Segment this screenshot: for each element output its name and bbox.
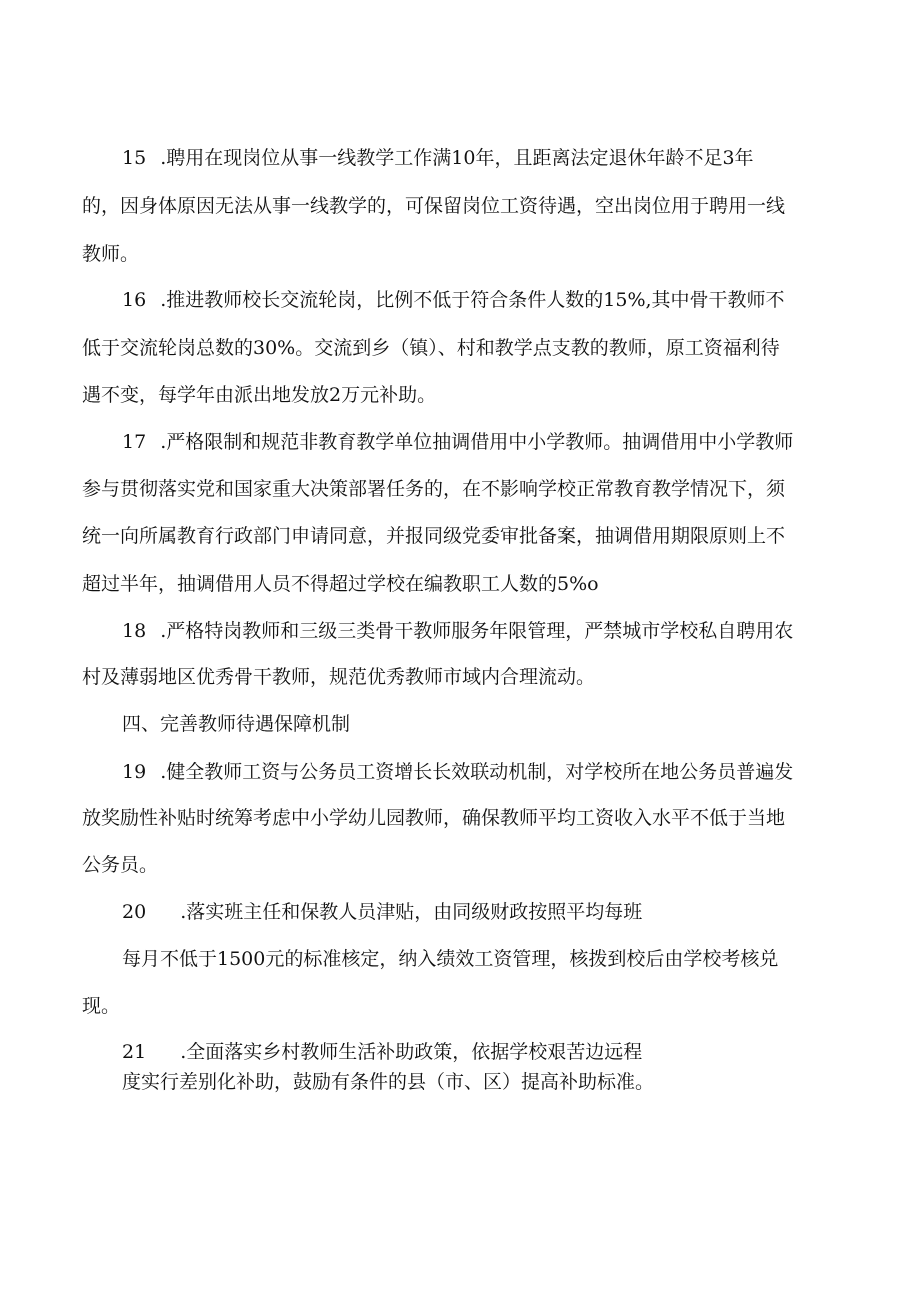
- paragraph-19-line-3: 公务员。: [82, 854, 159, 876]
- paragraph-20-line-2: 每月不低于1500元的标准核定，纳入绩效工资管理，核拨到校后由学校考核兑: [122, 948, 779, 970]
- item-number: 21: [122, 1041, 147, 1063]
- section-heading: 四、完善教师待遇保障机制: [122, 713, 351, 735]
- paragraph-15-line-1: [122, 146, 754, 170]
- paragraph-18-line-1: [122, 619, 793, 643]
- paragraph-21-line-2: 度实行差别化补助，鼓励有条件的县（市、区）提高补助标准。: [122, 1071, 655, 1093]
- paragraph-text: .健全教师工资与公务员工资增长长效联动机制，对学校所在地公务员普遍发: [160, 761, 794, 783]
- paragraph-text: .全面落实乡村教师生活补助政策，依据学校艰苦边远程: [180, 1041, 643, 1063]
- paragraph-19-line-2: 放奖励性补贴时统筹考虑中小学幼儿园教师，确保教师平均工资收入水平不低于当地: [82, 807, 786, 829]
- item-number: 16: [122, 289, 147, 311]
- paragraph-17-line-2: 参与贯彻落实党和国家重大决策部署任务的，在不影响学校正常教育教学情况下，须: [82, 478, 786, 500]
- item-number: 15: [122, 147, 147, 169]
- paragraph-16-line-3: 遇不变，每学年由派出地发放2万元补助。: [82, 384, 437, 406]
- paragraph-15-line-2: 的，因身体原因无法从事一线教学的，可保留岗位工资待遇，空出岗位用于聘用一线: [82, 195, 786, 217]
- paragraph-15-line-3: 教师。: [82, 243, 140, 265]
- paragraph-16-line-2: 低于交流轮岗总数的30%。交流到乡（镇）、村和教学点支教的教师，原工资福利待: [82, 337, 780, 359]
- paragraph-text: .严格特岗教师和三级三类骨干教师服务年限管理，严禁城市学校私自聘用农: [160, 620, 794, 642]
- paragraph-16-line-1: [122, 288, 785, 312]
- paragraph-20-line-1: [122, 900, 642, 924]
- paragraph-text: .落实班主任和保教人员津贴，由同级财政按照平均每班: [180, 901, 643, 923]
- paragraph-20-line-3: 现。: [82, 995, 121, 1017]
- item-number: 18: [122, 620, 147, 642]
- paragraph-21-line-1: [122, 1040, 642, 1064]
- paragraph-text: .严格限制和规范非教育教学单位抽调借用中小学教师。抽调借用中小学教师: [160, 431, 794, 453]
- paragraph-17-line-1: [122, 430, 793, 454]
- paragraph-text: .聘用在现岗位从事一线教学工作满10年，且距离法定退休年龄不足3年: [160, 147, 754, 169]
- paragraph-text: .推进教师校长交流轮岗，比例不低于符合条件人数的15%,其中骨干教师不: [160, 289, 785, 311]
- paragraph-17-line-4: 超过半年，抽调借用人员不得超过学校在编教职工人数的5%o: [82, 573, 599, 595]
- item-number: 20: [122, 901, 147, 923]
- paragraph-18-line-2: 村及薄弱地区优秀骨干教师，规范优秀教师市域内合理流动。: [82, 666, 596, 688]
- paragraph-19-line-1: [122, 760, 793, 784]
- item-number: 17: [122, 431, 147, 453]
- paragraph-17-line-3: 统一向所属教育行政部门申请同意，并报同级党委审批备案，抽调借用期限原则上不: [82, 525, 786, 547]
- item-number: 19: [122, 761, 147, 783]
